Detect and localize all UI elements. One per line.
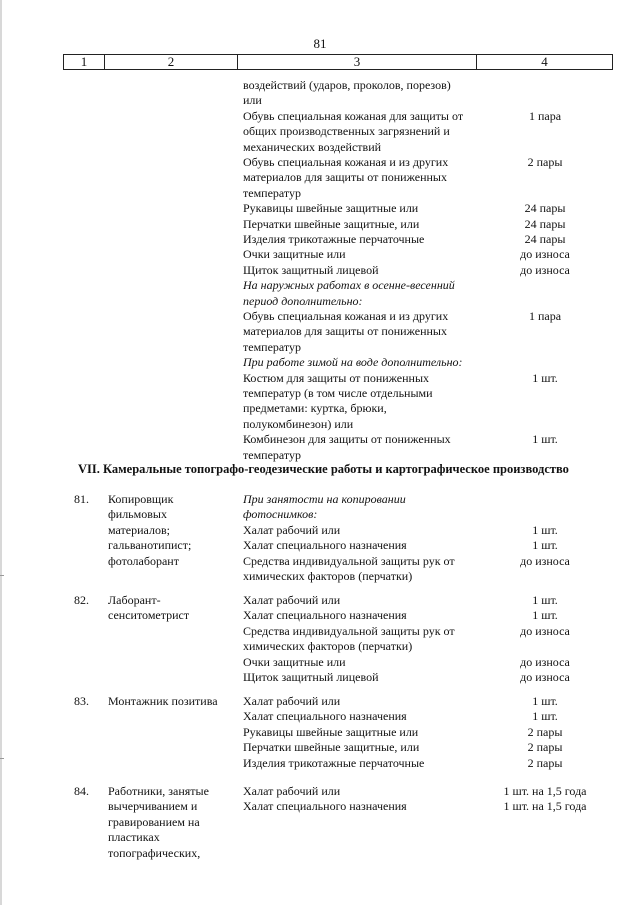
item-quantity: до износа	[520, 654, 570, 669]
item-text: температур (в том числе отдельными	[243, 386, 433, 400]
item-text: Халат специального назначения	[243, 799, 407, 814]
item-quantity: 24 пары	[524, 201, 566, 216]
item-quantity: до износа	[520, 553, 570, 568]
item-quantity: 1 шт.	[532, 370, 558, 385]
item-text: период дополнительно:	[243, 293, 363, 308]
item-quantity: 1 пара	[528, 309, 562, 323]
item-text: Халат специального назначения	[243, 538, 407, 553]
item-text: Халат специального назначения	[243, 709, 407, 724]
item-quantity: 24 пары	[524, 232, 566, 246]
job-title-line: сенситометрист	[108, 608, 190, 623]
item-text: предметами: куртка, брюки,	[243, 401, 387, 416]
item-quantity: 1 шт.	[532, 694, 558, 708]
item-text: химических факторов (перчатки)	[243, 569, 413, 583]
item-text: Рукавицы швейные защитные или	[243, 201, 419, 216]
item-text: Халат специального назначения	[243, 608, 407, 623]
job-title-line: материалов;	[108, 522, 170, 537]
item-text: Рукавицы швейные защитные или	[243, 724, 419, 739]
item-text: Изделия трикотажные перчаточные	[243, 755, 425, 770]
item-text: Очки защитные или	[243, 247, 346, 262]
scan-mark	[0, 575, 4, 576]
scan-mark	[0, 758, 4, 759]
item-quantity: 2 пары	[527, 755, 563, 770]
job-title-line: Работники, занятые	[108, 784, 209, 798]
item-text: Перчатки швейные защитные, или	[243, 740, 420, 755]
job-title-line: пластиках	[108, 830, 160, 845]
item-text: фотоснимков:	[243, 507, 318, 522]
job-title-line: топографических,	[108, 845, 201, 860]
item-quantity: 1 шт.	[532, 608, 558, 623]
job-title-line: гравированием на	[108, 814, 200, 829]
item-text: Щиток защитный лицевой	[243, 262, 379, 277]
entry-number: 83.	[74, 694, 89, 708]
item-text: Халат рабочий или	[243, 694, 341, 708]
item-text: Костюм для защиты от пониженных	[243, 370, 430, 385]
item-text: механических воздействий	[243, 139, 382, 154]
item-text: Обувь специальная кожаная и из других	[243, 309, 449, 323]
job-title-line: гальванотипист;	[108, 538, 192, 553]
item-text: Обувь специальная кожаная для защиты от	[243, 108, 464, 123]
item-text: Обувь специальная кожаная и из других	[243, 155, 449, 169]
item-quantity: 1 пара	[528, 108, 562, 123]
item-text: Халат рабочий или	[243, 593, 341, 607]
section-title: VII. Камеральные топографо-геодезические работы и картографическое производство	[78, 462, 569, 476]
item-text: химических факторов (перчатки)	[243, 639, 413, 654]
column-header-row	[63, 54, 613, 70]
item-text: полукомбинезон) или	[243, 416, 354, 431]
item-text: При работе зимой на воде дополнительно:	[243, 355, 463, 370]
column-header-1: 1	[64, 55, 105, 69]
item-text: Комбинезон для защиты от пониженных	[243, 432, 451, 447]
item-quantity: 2 пары	[527, 740, 563, 755]
item-quantity: 1 шт.	[532, 522, 558, 537]
item-text: Щиток защитный лицевой	[243, 670, 379, 684]
page-number: 81	[313, 36, 327, 51]
column-header-2: 2	[105, 55, 238, 69]
item-quantity: 2 пары	[527, 724, 563, 739]
item-quantity: 1 шт.	[532, 709, 558, 724]
job-title-line: вычерчиванием и	[108, 799, 198, 814]
item-text: Очки защитные или	[243, 654, 346, 669]
item-text: общих производственных загрязнений и	[243, 124, 450, 139]
item-quantity: до износа	[520, 623, 570, 638]
item-text: Средства индивидуальной защиты рук от	[243, 553, 455, 568]
entry-number: 82.	[74, 593, 89, 607]
job-title-line: фильмовых	[108, 507, 167, 522]
column-header-3: 3	[238, 55, 477, 69]
item-quantity: 24 пары	[524, 216, 566, 231]
job-title-line: Лаборант-	[108, 593, 161, 607]
job-title-line: фотолаборант	[108, 553, 179, 568]
item-quantity: 2 пары	[527, 155, 563, 169]
item-quantity: 1 шт.	[532, 538, 558, 553]
item-text: температур	[243, 447, 302, 462]
item-text: Халат рабочий или	[243, 784, 341, 798]
item-text: При занятости на копировании	[243, 492, 406, 506]
item-text: материалов для защиты от пониженных	[243, 170, 447, 185]
item-quantity: 1 шт. на 1,5 года	[503, 799, 587, 814]
column-header-4: 4	[541, 54, 548, 69]
item-text: Средства индивидуальной защиты рук от	[243, 623, 455, 638]
job-title-line: Копировщик	[108, 492, 174, 506]
item-text: температур	[243, 339, 302, 354]
scan-edge	[0, 0, 2, 905]
item-text: воздействий (ударов, проколов, порезов)	[243, 78, 451, 92]
item-quantity: 1 шт.	[532, 432, 558, 447]
item-text: Халат рабочий или	[243, 522, 341, 537]
job-title-line: Монтажник позитива	[108, 694, 218, 708]
item-quantity: до износа	[520, 247, 570, 262]
item-quantity: до износа	[520, 262, 570, 277]
item-quantity: 1 шт.	[532, 593, 558, 607]
item-text: На наружных работах в осенне-весенний	[243, 278, 455, 293]
entry-number: 81.	[74, 492, 89, 506]
item-text: Перчатки швейные защитные, или	[243, 216, 420, 231]
item-text: Изделия трикотажные перчаточные	[243, 232, 425, 246]
item-text: материалов для защиты от пониженных	[243, 324, 447, 339]
item-text: или	[243, 93, 262, 108]
item-quantity: до износа	[520, 670, 570, 684]
item-text: температур	[243, 185, 302, 200]
entry-number: 84.	[74, 784, 89, 798]
item-quantity: 1 шт. на 1,5 года	[503, 784, 587, 798]
